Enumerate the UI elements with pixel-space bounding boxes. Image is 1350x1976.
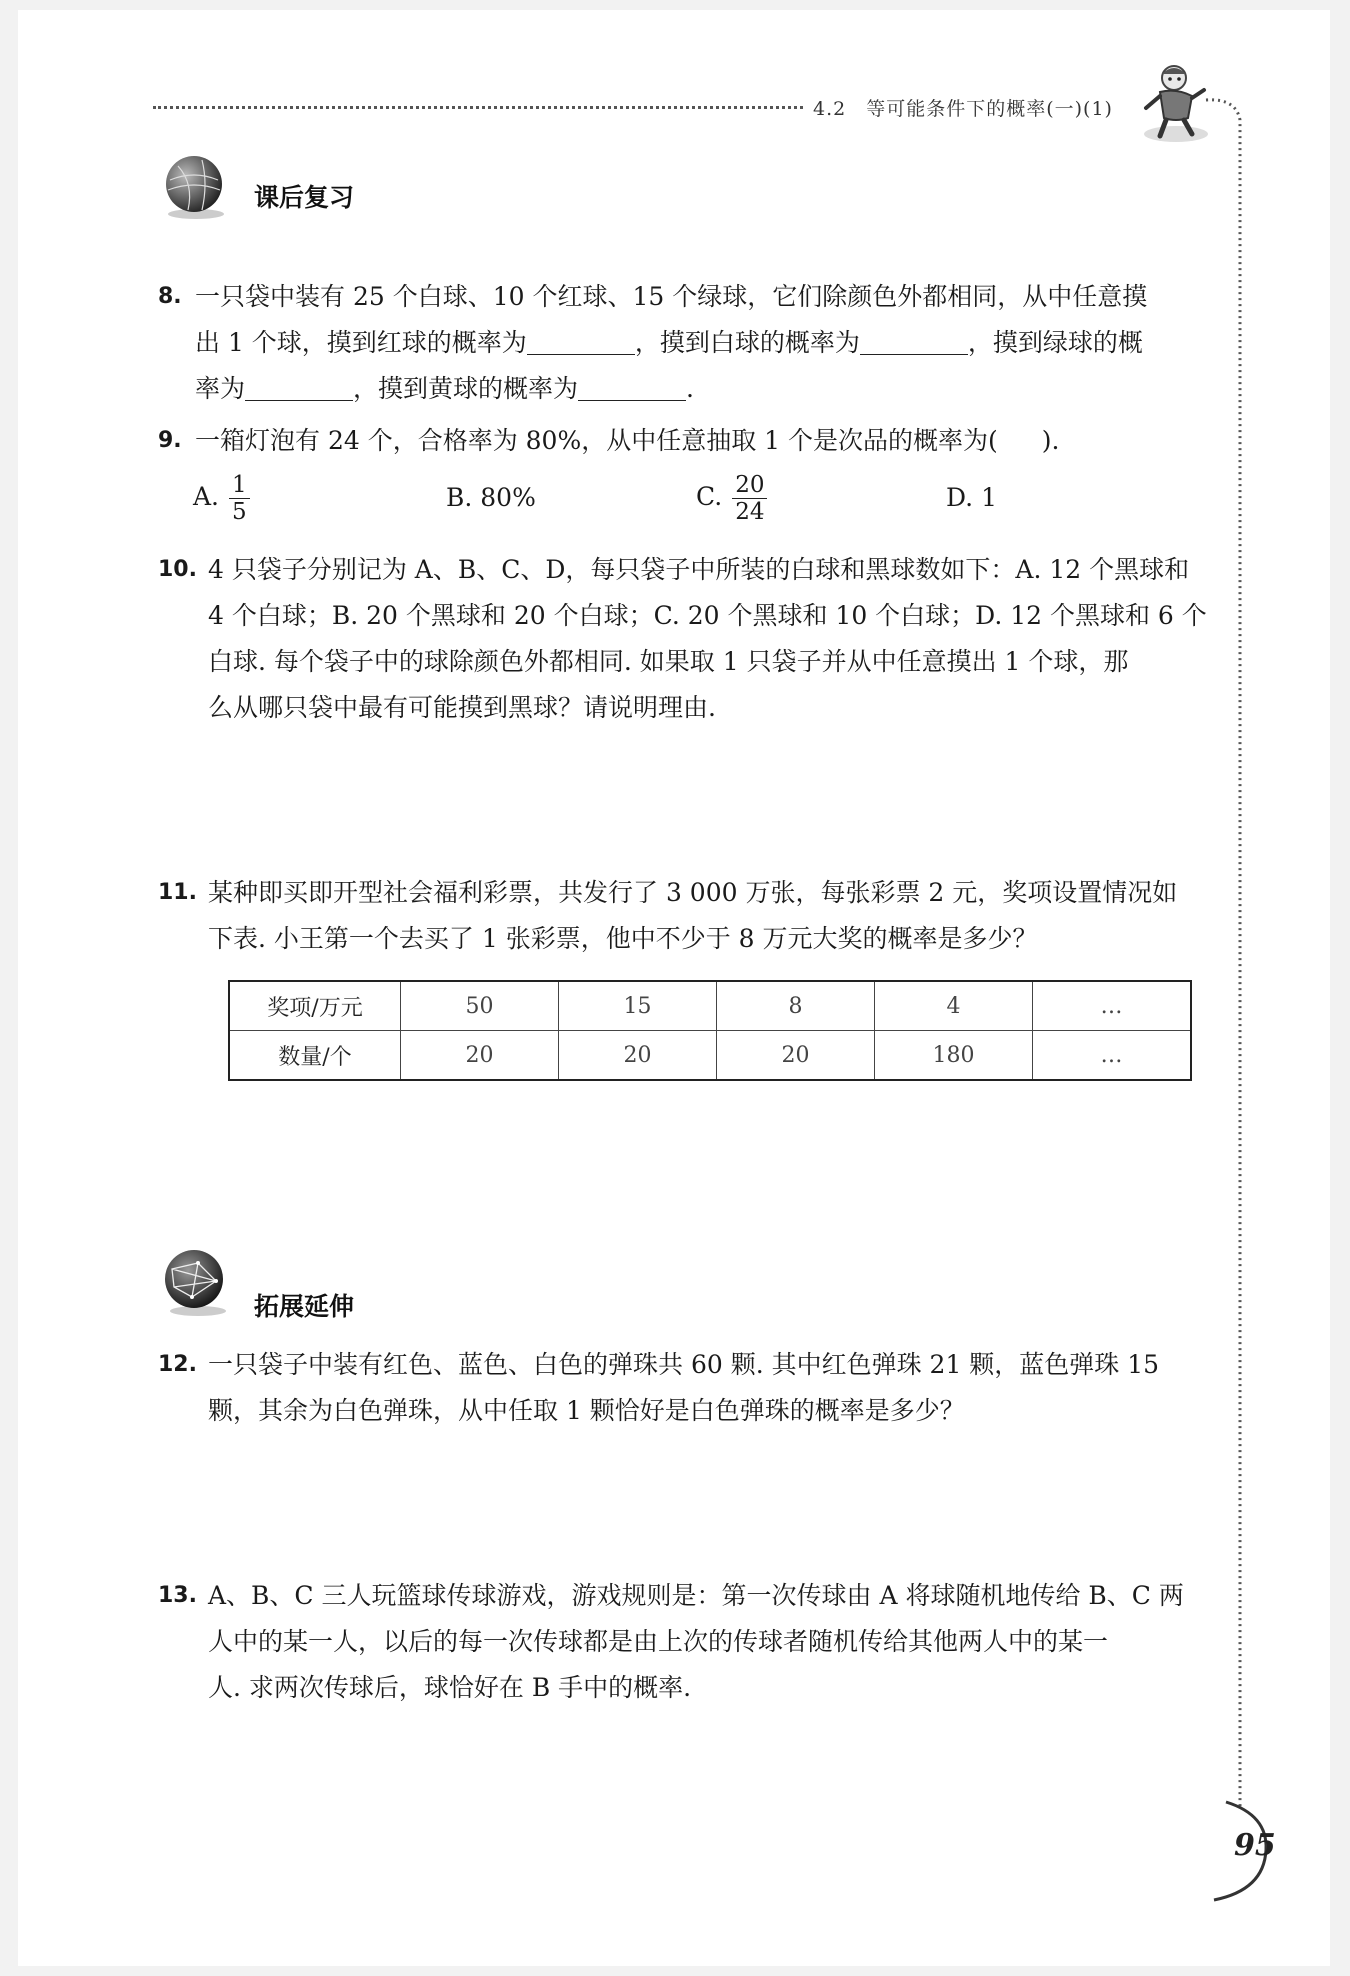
problem-text-line: 人中的某一人，以后的每一次传球都是由上次的传球者随机传给其他两人中的某一: [208, 1627, 1109, 1656]
problem-text-line: 一只袋子中装有红色、蓝色、白色的弹珠共 60 颗. 其中红色弹珠 21 颗，蓝色弹珠 15: [208, 1350, 1160, 1379]
fraction-denominator: 5: [232, 499, 247, 525]
answer-blank-white[interactable]: [860, 326, 968, 355]
problem-number: 13.: [158, 1583, 197, 1608]
problem-text-line: 人. 求两次传球后，球恰好在 B 手中的概率.: [208, 1673, 692, 1702]
table-cell: 20: [401, 1031, 559, 1081]
table-cell: …: [1033, 981, 1192, 1031]
table-cell: 20: [717, 1031, 875, 1081]
choice-a[interactable]: [193, 472, 250, 525]
problem-text-line: 一只袋中装有 25 个白球、10 个红球、15 个绿球，它们除颜色外都相同，从中任意摸: [195, 282, 1148, 311]
problem-12: [158, 1342, 1218, 1438]
table-row-header: 奖项/万元: [229, 981, 401, 1031]
table-row: [229, 1031, 1191, 1081]
section-extension-title: 拓展延伸: [254, 1292, 355, 1321]
fraction: [229, 472, 250, 525]
problem-text-line: A、B、C 三人玩篮球传球游戏，游戏规则是：第一次传球由 A 将球随机地传给 B、C 两: [208, 1581, 1184, 1610]
choice-label: D.: [946, 483, 974, 512]
problem-text-line: 么从哪只袋中最有可能摸到黑球？请说明理由.: [208, 693, 716, 722]
problem-11: [158, 870, 1218, 966]
problem-number: 10.: [158, 557, 197, 582]
fraction-numerator: 1: [229, 472, 250, 499]
table-cell: 15: [559, 981, 717, 1031]
problem-text-line: 某种即买即开型社会福利彩票，共发行了 3 000 万张，每张彩票 2 元，奖项设置情况如: [208, 878, 1178, 907]
table-cell: 180: [875, 1031, 1033, 1081]
problem-13: [158, 1573, 1218, 1713]
choice-b[interactable]: [446, 483, 536, 512]
header-dotted-rule: [153, 106, 803, 109]
table-cell: 4: [875, 981, 1033, 1031]
problem-text: ，摸到黄球的概率为: [353, 374, 579, 403]
problem-text: ，摸到白球的概率为: [634, 328, 860, 357]
table-cell: 50: [401, 981, 559, 1031]
globe-icon: [158, 150, 230, 222]
problem-text: 率为: [195, 374, 246, 403]
problem-text-line: 4 只袋子分别记为 A、B、C、D，每只袋子中所装的白球和黑球数如下：A. 12 个黑球和: [208, 555, 1190, 584]
choice-text: 1: [981, 483, 997, 512]
page: [18, 10, 1330, 1966]
table-cell: 8: [717, 981, 875, 1031]
table-cell: 20: [559, 1031, 717, 1081]
problem-text-line: 4 个白球；B. 20 个黑球和 20 个白球；C. 20 个黑球和 10 个白球；D. 12 个黑球和 6 个: [208, 601, 1207, 630]
problem-9: [158, 418, 1218, 468]
page-number: 95: [1234, 1828, 1276, 1863]
network-globe-icon: [158, 1245, 230, 1317]
problem-text: ，摸到绿球的概: [967, 328, 1143, 357]
problem-text: 一箱灯泡有 24 个，合格率为 80%，从中任意抽取 1 个是次品的概率为(: [195, 426, 998, 455]
fraction: [732, 472, 767, 525]
problem-text-line: 下表. 小王第一个去买了 1 张彩票，他中不少于 8 万元大奖的概率是多少？: [208, 924, 1038, 953]
fraction-denominator: 24: [735, 499, 765, 525]
problem-text: 出 1 个球，摸到红球的概率为: [195, 328, 527, 357]
prize-table: [228, 980, 1192, 1081]
choice-d[interactable]: [946, 483, 997, 512]
fraction-numerator: 20: [732, 472, 767, 499]
problem-8: [158, 274, 1218, 414]
choice-label: B.: [446, 483, 473, 512]
choice-label: A.: [193, 482, 220, 511]
choice-text: 80%: [480, 483, 536, 512]
problem-text-line: 颗，其余为白色弹珠，从中任取 1 颗恰好是白色弹珠的概率是多少？: [208, 1396, 965, 1425]
problem-text: .: [686, 374, 694, 403]
problem-number: 9.: [158, 428, 182, 453]
problem-number: 11.: [158, 880, 197, 905]
problem-number: 8.: [158, 284, 182, 309]
table-row-header: 数量/个: [229, 1031, 401, 1081]
table-row: [229, 981, 1191, 1031]
table-cell: …: [1033, 1031, 1192, 1081]
problem-text-line: 白球. 每个袋子中的球除颜色外都相同. 如果取 1 只袋子并从中任意摸出 1 个球，那: [208, 647, 1129, 676]
answer-blank-green[interactable]: [245, 372, 353, 401]
problem-number: 12.: [158, 1352, 197, 1377]
choice-c[interactable]: [696, 472, 767, 525]
section-review-title: 课后复习: [254, 183, 355, 212]
header-section-title: 4.2 等可能条件下的概率(一)(1): [813, 98, 1113, 120]
problem-10: [158, 547, 1218, 737]
answer-blank-yellow[interactable]: [578, 372, 686, 401]
problem-text: ).: [1041, 426, 1060, 455]
choice-label: C.: [696, 482, 723, 511]
answer-blank-red[interactable]: [527, 326, 635, 355]
mascot-icon: [1136, 62, 1216, 144]
